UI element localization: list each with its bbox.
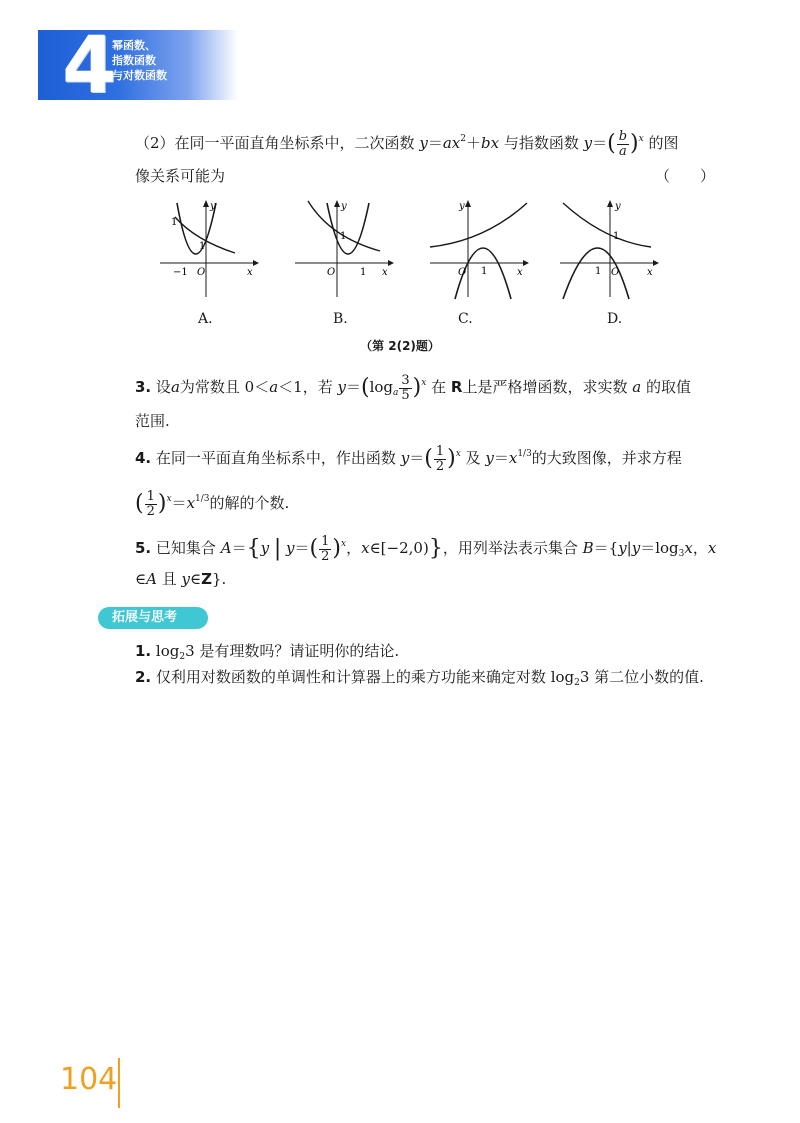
tick-label: 1 — [481, 266, 488, 277]
text: 3 是有理数吗？请证明你的结论. — [185, 642, 400, 660]
math-var: x — [186, 494, 196, 512]
paren: ) — [332, 536, 342, 561]
math-var: y — [181, 570, 191, 588]
text: 3 第二位小数的值. — [579, 668, 704, 686]
math-op: ＝ — [427, 134, 443, 152]
math-sup: x — [166, 494, 172, 504]
math-set: R — [450, 378, 463, 396]
exponential-curve — [430, 203, 527, 247]
option-label-d: D. — [607, 311, 623, 327]
question-4-line-2 — [135, 488, 715, 519]
text: 在同一平面直角坐标系中，作出函数 — [155, 449, 396, 467]
math-var: y — [583, 134, 593, 152]
y-label: y — [459, 201, 465, 212]
bar: | — [273, 536, 282, 561]
text: 设 — [155, 378, 171, 396]
question-number: 5. — [135, 539, 152, 557]
math-sub: 3 — [678, 549, 685, 559]
text: log — [155, 642, 180, 660]
math-op: ＝ — [345, 378, 361, 396]
math-op: ＝ — [231, 539, 247, 557]
numerator: 1 — [435, 443, 445, 459]
x-axis-arrow — [653, 260, 659, 266]
option-label-c: C. — [458, 311, 473, 327]
graph-b — [290, 195, 400, 305]
y-label: y — [210, 201, 216, 212]
question-5-line-2 — [135, 568, 715, 590]
fraction — [617, 130, 629, 159]
math-op: ＝ — [294, 539, 310, 557]
paren: ) — [447, 446, 456, 471]
text: ＝{ — [593, 539, 619, 557]
math-op: ＝ — [592, 134, 608, 152]
text: 且 — [161, 570, 177, 588]
math-sup: 1/3 — [517, 449, 532, 459]
paren: ( — [360, 375, 370, 400]
text: 为常数且 0＜ — [179, 378, 270, 396]
math-var: A — [220, 539, 232, 557]
extension-item-1 — [135, 640, 715, 668]
text: 像关系可能为 — [135, 167, 226, 185]
question-4-line-1 — [135, 443, 715, 474]
tick-label: 1 — [360, 267, 367, 278]
fraction — [319, 535, 331, 564]
math-op: ∈ — [190, 570, 202, 588]
math-var: x — [684, 539, 693, 557]
x-axis-arrow — [253, 260, 259, 266]
math-var: y — [485, 449, 494, 467]
y-axis-arrow — [465, 200, 471, 207]
chapter-title-line: 幂函数、 — [112, 39, 156, 52]
origin-label: O — [327, 267, 336, 278]
graph-c — [425, 195, 535, 305]
math-text: ∈[−2,0) — [369, 539, 429, 557]
chapter-title-line: 指数函数 — [112, 54, 156, 67]
text: }. — [212, 570, 227, 588]
math-var: a — [170, 378, 180, 396]
paren: ( — [607, 131, 616, 156]
origin-label: O — [197, 267, 206, 278]
text: 上是严格增函数，求实数 — [462, 378, 628, 396]
tick-label: 1 — [171, 217, 178, 228]
math-var: y — [337, 378, 346, 396]
question-number: 1. — [135, 642, 152, 660]
x-label: x — [247, 267, 253, 278]
x-axis-arrow — [388, 260, 394, 266]
page-number: 104 — [60, 1062, 118, 1097]
math-var: x — [508, 449, 518, 467]
text: ，用列举法表示集合 — [442, 539, 578, 557]
math-var: x — [707, 539, 717, 557]
math-sup: x — [455, 449, 461, 459]
math-var: y — [286, 539, 295, 557]
graph-options — [150, 195, 670, 335]
math-var: a — [632, 378, 642, 396]
y-axis-arrow — [334, 200, 340, 207]
y-label: y — [615, 201, 621, 212]
numerator: 1 — [146, 488, 155, 504]
math-sup: x — [341, 539, 347, 549]
text: 的大致图像，并求方程 — [531, 449, 682, 467]
text: （2）在同一平面直角坐标系中，二次函数 — [135, 134, 415, 152]
math-op: ＝ — [171, 494, 187, 512]
math-var: y — [260, 539, 270, 557]
y-axis-arrow — [203, 200, 209, 207]
y-label: y — [341, 201, 347, 212]
page-number-divider — [118, 1058, 120, 1108]
question-number: 4. — [135, 449, 152, 467]
math-sub: 2 — [179, 652, 186, 662]
tick-label: 1 — [199, 241, 206, 252]
numerator: b — [618, 128, 628, 144]
text: 的解的个数. — [209, 494, 290, 512]
paren: ) — [412, 375, 422, 400]
math-sub: a — [393, 388, 399, 398]
text: ， — [692, 539, 708, 557]
tick-label: 1 — [340, 231, 347, 242]
x-label: x — [647, 267, 653, 278]
text: ＝log — [640, 539, 679, 557]
option-label-b: B. — [333, 311, 348, 327]
text: 仅利用对数函数的单调性和计算器上的乘方功能来确定对数 log — [155, 668, 575, 686]
math-op: ＝ — [409, 449, 425, 467]
math-sup: x — [638, 134, 644, 144]
question-3-line-1 — [135, 372, 715, 404]
paren: ( — [135, 491, 144, 516]
paren: ( — [424, 446, 433, 471]
paren: ) — [630, 131, 639, 156]
figure-caption: （第 2(2)题） — [360, 339, 440, 353]
y-axis-arrow — [607, 200, 613, 207]
math-op: ＋ — [465, 134, 481, 152]
option-label-a: A. — [198, 311, 213, 327]
x-axis-arrow — [523, 260, 529, 266]
math-sup: x — [421, 378, 427, 388]
text: 在 — [431, 378, 447, 396]
math-var: y — [419, 134, 428, 152]
math-var: a — [269, 378, 279, 396]
math-sub: 2 — [574, 678, 580, 688]
bar: | — [626, 539, 632, 557]
math-op: ＝ — [493, 449, 509, 467]
chapter-title — [112, 38, 222, 83]
math-var: B — [582, 539, 594, 557]
text: 已知集合 — [155, 539, 216, 557]
text: 及 — [465, 449, 481, 467]
fraction — [399, 374, 411, 403]
math-sup: 2 — [460, 134, 466, 144]
math-var: x — [361, 539, 370, 557]
answer-blank: （ ） — [654, 167, 715, 185]
numerator: 3 — [401, 372, 410, 388]
question-number: 3. — [135, 378, 152, 396]
extension-badge: 拓展与思考 — [98, 607, 208, 629]
math-var: bx — [480, 134, 500, 152]
math-var: ax — [442, 134, 461, 152]
fraction — [434, 445, 446, 474]
chapter-number: 4 — [62, 21, 117, 111]
denominator: 2 — [146, 503, 155, 519]
question-3-line-2: 范围. — [135, 412, 170, 430]
math-set: Z — [201, 570, 213, 588]
denominator: a — [619, 143, 627, 159]
math-var: y — [400, 449, 410, 467]
denominator: 2 — [321, 548, 330, 564]
math-fn: log — [369, 378, 394, 396]
text: 的取值 — [646, 378, 692, 396]
graph-a — [155, 195, 265, 305]
text: 与指数函数 — [503, 134, 579, 152]
fraction — [145, 490, 157, 519]
question-number: 2. — [135, 668, 152, 686]
x-label: x — [517, 267, 523, 278]
text: ＜1，若 — [278, 378, 333, 396]
paren: ) — [157, 491, 167, 516]
math-var: y — [618, 539, 627, 557]
brace: { — [246, 536, 261, 561]
tick-label: −1 — [173, 267, 188, 278]
math-op: ∈ — [135, 570, 147, 588]
math-sup: 1/3 — [195, 494, 210, 504]
chapter-title-line: 与对数函数 — [112, 69, 167, 82]
tick-label: 1 — [595, 266, 602, 277]
math-var: y — [631, 539, 641, 557]
question-2-line-2 — [135, 165, 715, 187]
origin-label: O — [611, 267, 620, 278]
question-2-line-1 — [135, 128, 715, 159]
denominator: 2 — [435, 458, 445, 474]
text: 的图 — [648, 134, 679, 152]
x-label: x — [382, 267, 388, 278]
numerator: 1 — [321, 533, 330, 549]
math-var: A — [146, 570, 157, 588]
extension-item-2 — [135, 666, 715, 694]
brace: } — [428, 536, 443, 561]
question-5-line-1 — [135, 533, 715, 565]
tick-label: 1 — [613, 231, 620, 242]
origin-label: O — [458, 267, 467, 278]
graph-d — [555, 195, 665, 305]
paren: ( — [309, 536, 319, 561]
denominator: 5 — [401, 387, 410, 403]
text: ， — [346, 539, 362, 557]
exponential-curve — [563, 203, 651, 247]
